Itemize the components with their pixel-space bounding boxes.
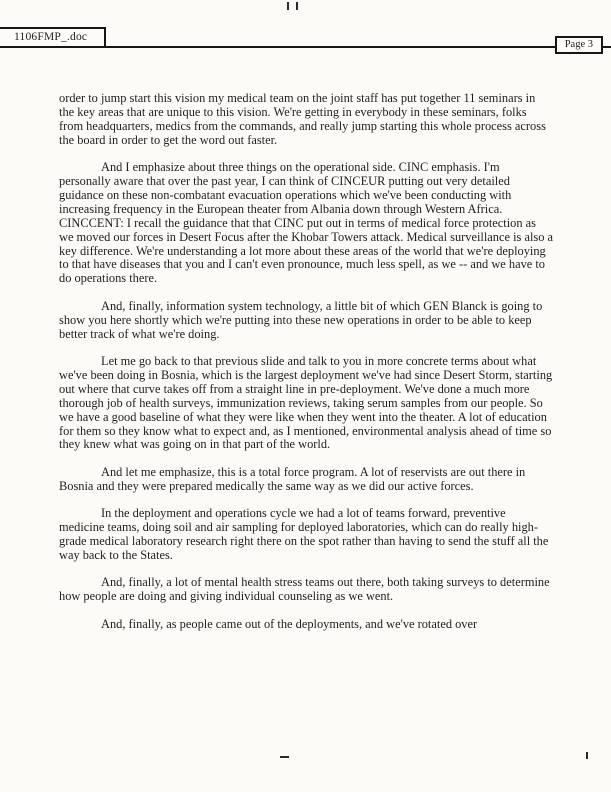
paragraph: order to jump start this vision my medical team on the joint staff has put together 11 seminars in the key areas that are unique to this vision. We're getting in everybody in these seminars, folks from headquarters, medics from the commands, and really jump starting this whole process across the board in order to get the word out faster. [59, 91, 546, 147]
paragraph: In the deployment and operations cycle we had a lot of teams forward, preventive medicine teams, doing soil and air sampling for deployed laboratories, which can do really high-grade medical laboratory research right there on the spot rather than having to send the stuff all the way back to the States. [59, 506, 549, 562]
paragraph: And I emphasize about three things on the operational side. CINC emphasis. I'm personally aware that over the past year, I can think of CINCEUR putting out very detailed guidance on these non-combatant evacuation operations which we've been conducting with increasing frequency in the European theater from Albania down through Western Africa. CINCCENT: I recall the guidance that that CINC put out in terms of medical force protection as we moved our forces in Desert Focus after the Khobar Towers attack. Medical surveillance is also a key difference. We're understanding a lot more about these areas of the world that we're deploying to that have diseases that you and I can't even pronounce, much less spell, as we -- and we have to do operations there. [59, 160, 554, 286]
paragraph: And, finally, information system technology, a little bit of which GEN Blanck is going to show you here shortly which we're putting into these new operations in order to be able to keep better track of what we're doing. [59, 298, 543, 341]
paragraph: And, finally, as people came out of the deployments, and we've rotated over [101, 616, 478, 631]
filename-label: 1106FMP_.doc [0, 27, 106, 47]
registration-mark [296, 2, 298, 10]
registration-mark [280, 756, 289, 758]
registration-mark [586, 752, 588, 759]
page-number-badge: Page 3 [555, 36, 603, 54]
paragraph: And, finally, a lot of mental health stress teams out there, both taking surveys to determine how people are doing and giving individual counseling as we went. [59, 575, 550, 604]
paragraph: And let me emphasize, this is a total force program. A lot of reservists are out there in Bosnia and they were prepared medically the same way as we did our active forces. [59, 464, 526, 493]
registration-mark [287, 2, 289, 10]
header-rule [0, 46, 611, 48]
paragraph: Let me go back to that previous slide and talk to you in more concrete terms about what we've been doing in Bosnia, which is the largest deployment we've had since Desert Storm, starting out where that curve takes off from a straight line in pre-deployment. We've done a much more thorough job of health surveys, immunization reviews, taking serum samples from our people. So we have a good baseline of what they were like when they went into the theater. A lot of education for them so they know what to expect and, as I mentioned, environmental analysis ahead of time so they knew what was going on in that part of the world. [59, 354, 553, 452]
document-body [59, 92, 553, 645]
